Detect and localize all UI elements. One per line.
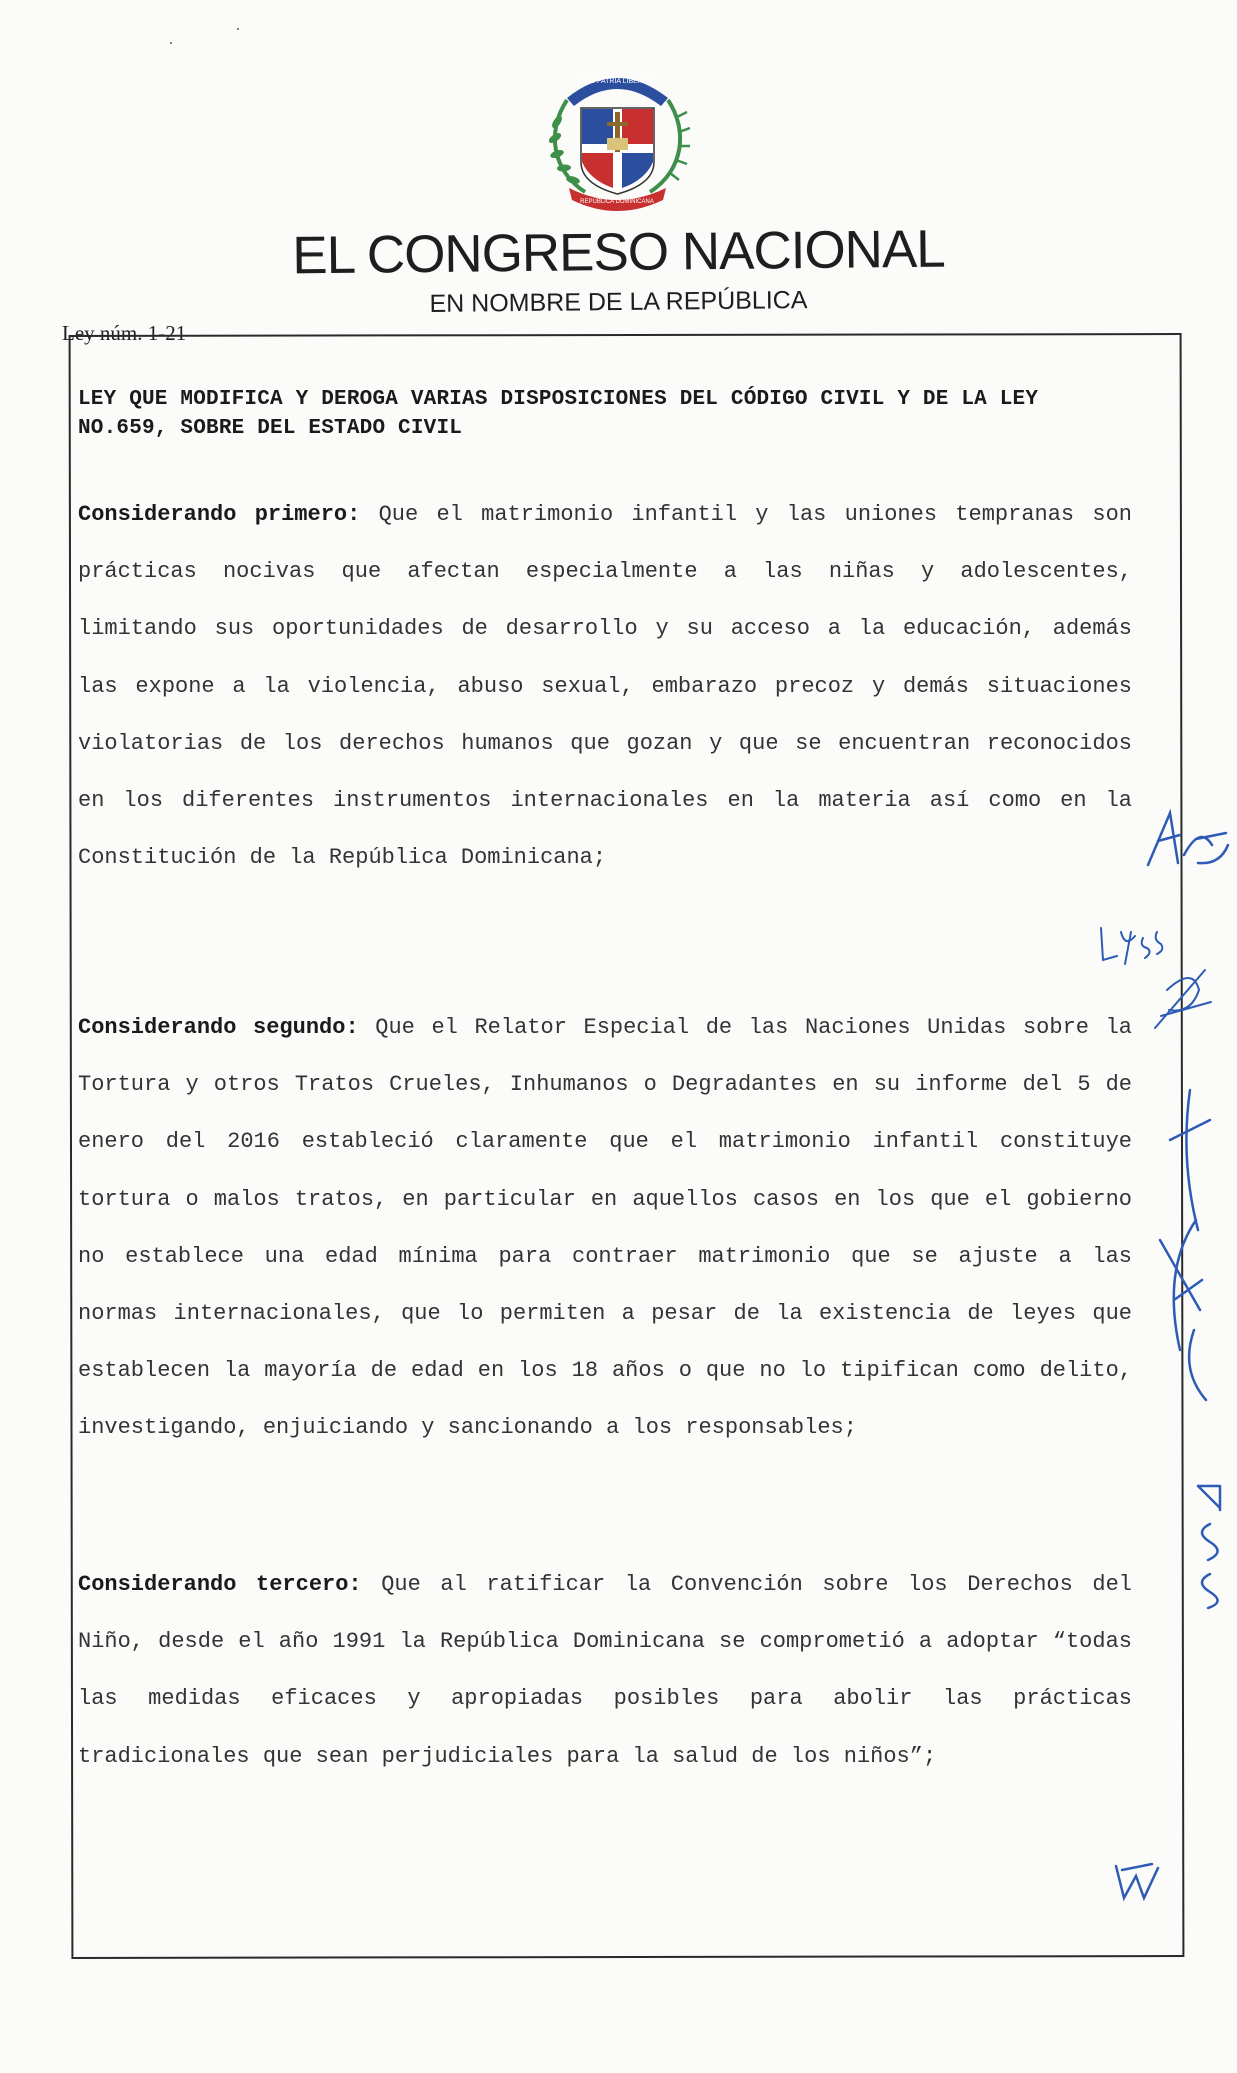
considerando-text: Que el matrimonio infantil y las uniones tempranas son prácticas nocivas que afectan especialmente a las niñas y adolescentes, limitando sus oportunidades de desarrollo y su acceso a la educación, además las expone a la violencia, abuso sexual, embarazo precoz y demás situaciones violatorias de los derechos humanos que gozan y que se encuentran reconocidos en los diferentes instrumentos internacionales en la materia así como en la Constitución de la República Dominicana;: [78, 502, 1132, 871]
handwritten-initials-w: [1112, 1860, 1162, 1908]
coat-of-arms-motto: DIOS PATRIA LIBERTAD: [577, 78, 657, 85]
scan-speck: [237, 28, 239, 30]
handwritten-initials-ae: [1140, 805, 1232, 873]
scan-speck: [170, 42, 172, 44]
law-title: LEY QUE MODIFICA Y DEROGA VARIAS DISPOSICIONES DEL CÓDIGO CIVIL Y DE LA LEY NO.659, SOBRE DEL ESTADO CIVIL: [78, 388, 1039, 440]
considerando-segundo: [78, 999, 1132, 1457]
handwritten-initials-lyss: [1095, 918, 1215, 1038]
considerando-primero: [78, 486, 1132, 886]
law-number: Ley núm. 1-21: [62, 321, 187, 345]
considerando-text: Que el Relator Especial de las Naciones Unidas sobre la Tortura y otros Tratos Crueles, Inhumanos o Degradantes en su informe del 5 de enero del 2016 estableció claramente que el matrimonio infantil constituye tortura o malos tratos, en particular en aquellos casos en los que el gobierno no establece una edad mínima para contraer matrimonio que se ajuste a las normas internacionales, que lo permiten a pesar de la existencia de leyes que establecen la mayoría de edad en los 18 años o que no lo tipifican como delito, investigando, enjuiciando y sancionando a los responsables;: [78, 1015, 1133, 1441]
dominican-coat-of-arms-icon: [545, 60, 690, 215]
considerando-heading: Considerando tercero:: [78, 1572, 362, 1597]
handwritten-initials-nss: [1188, 1480, 1232, 1610]
considerando-text: Que al ratificar la Convención sobre los Derechos del Niño, desde el año 1991 la República Dominicana se comprometió a adoptar “todas las medidas eficaces y apropiadas posibles para abolir las prácticas tradicionales que sean perjudiciales para la salud de los niños”;: [78, 1572, 1133, 1769]
handwritten-signature: [1150, 1080, 1230, 1410]
header-title: EL CONGRESO NACIONAL: [291, 219, 946, 286]
considerando-heading: Considerando primero:: [78, 502, 361, 527]
coat-of-arms-banner: REPÚBLICA DOMINICANA: [580, 199, 654, 205]
considerando-tercero: [78, 1556, 1132, 1785]
header-subtitle: EN NOMBRE DE LA REPÚBLICA: [429, 286, 808, 318]
considerando-heading: Considerando segundo:: [78, 1015, 359, 1040]
